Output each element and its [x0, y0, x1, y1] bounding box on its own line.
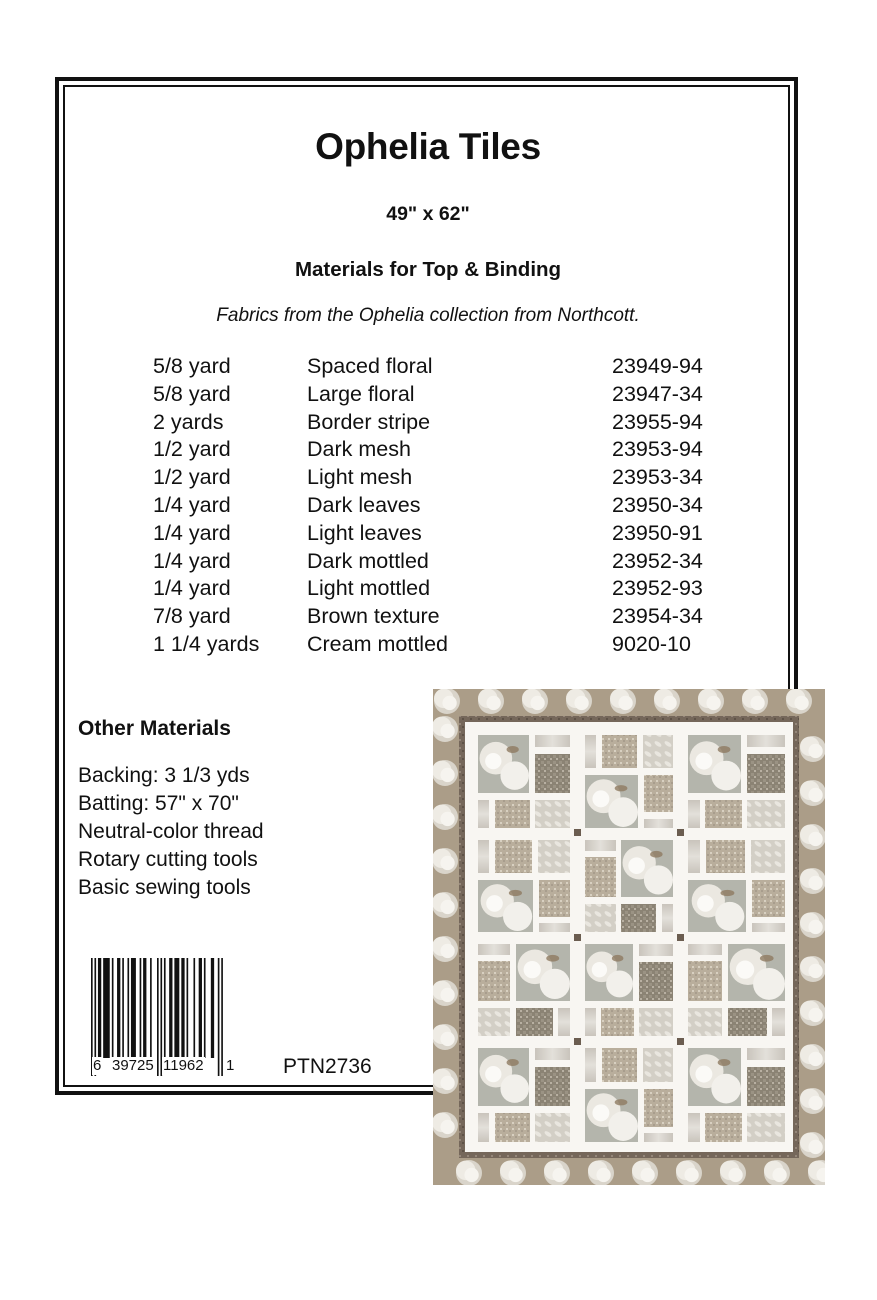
other-materials-heading: Other Materials [78, 717, 231, 740]
quilt-size: 49" x 62" [386, 203, 470, 225]
material-code: 23952-34 [612, 548, 703, 573]
materials-heading: Materials for Top & Binding [294, 258, 562, 281]
material-row [153, 409, 753, 437]
material-amount: 2 yards [153, 409, 224, 434]
material-amount: 1/2 yard [153, 465, 231, 490]
material-row [153, 631, 753, 659]
barcode-digit-system: 6 [93, 1057, 102, 1074]
material-code: 23947-34 [612, 381, 703, 406]
material-code: 23949-94 [612, 354, 703, 378]
material-row [153, 464, 753, 492]
material-name: Dark mesh [307, 437, 411, 462]
material-code: 23954-34 [612, 604, 703, 629]
other-material-item: Basic sewing tools [78, 876, 251, 899]
material-row [153, 381, 753, 409]
pattern-title: Ophelia Tiles [315, 126, 541, 167]
material-amount: 7/8 yard [153, 604, 231, 629]
material-amount: 1/4 yard [153, 492, 231, 517]
material-amount: 1/4 yard [153, 548, 231, 573]
material-row [153, 492, 753, 520]
material-code: 23953-34 [612, 465, 703, 490]
material-name: Border stripe [307, 409, 431, 434]
other-material-item: Rotary cutting tools [78, 848, 258, 871]
material-name: Light mottled [307, 576, 431, 601]
material-name: Brown texture [307, 604, 440, 629]
material-name: Dark mottled [307, 548, 429, 573]
material-amount: 1 1/4 yards [153, 631, 260, 656]
material-amount: 1/2 yard [153, 437, 231, 462]
barcode-digit-check: 1 [226, 1057, 235, 1074]
material-code: 23952-93 [612, 576, 703, 601]
material-row [153, 603, 753, 631]
materials-list [153, 353, 753, 659]
material-code: 23953-94 [612, 437, 703, 462]
material-row [153, 520, 753, 548]
material-code: 9020-10 [612, 631, 691, 656]
material-name: Spaced floral [307, 354, 433, 378]
material-name: Light leaves [307, 520, 422, 545]
material-name: Dark leaves [307, 492, 421, 517]
material-name: Large floral [307, 381, 415, 406]
other-material-item: Batting: 57" x 70" [78, 792, 239, 815]
quilt-image [433, 689, 825, 1185]
barcode-digits-left: 39725 [112, 1057, 154, 1074]
other-material-item: Neutral-color thread [78, 820, 264, 843]
material-amount: 5/8 yard [153, 381, 231, 406]
material-code: 23950-34 [612, 492, 703, 517]
other-material-item: Backing: 3 1/3 yds [78, 764, 250, 787]
material-row [153, 548, 753, 576]
material-row [153, 353, 753, 381]
material-name: Cream mottled [307, 631, 448, 656]
material-code: 23955-94 [612, 409, 703, 434]
material-name: Light mesh [307, 465, 413, 490]
material-row [153, 436, 753, 464]
material-amount: 1/4 yard [153, 520, 231, 545]
barcode-digits-right: 11962 [163, 1057, 204, 1074]
material-amount: 5/8 yard [153, 354, 231, 378]
material-amount: 1/4 yard [153, 576, 231, 601]
pattern-code: PTN2736 [283, 1055, 372, 1078]
material-code: 23950-91 [612, 520, 703, 545]
other-materials-list [78, 762, 264, 902]
material-row [153, 575, 753, 603]
fabric-collection-note: Fabrics from the Ophelia collection from Northcott. [216, 305, 640, 326]
